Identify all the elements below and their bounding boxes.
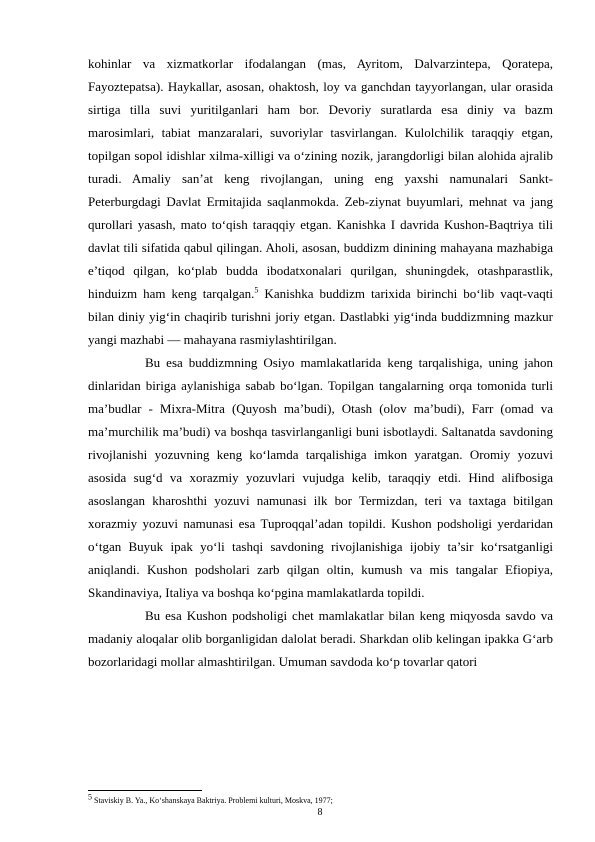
paragraph-2: Bu esa buddizmning Osiyo mamlakatlarida keng tarqalishiga, uning jahon dinlaridan biriga aylanishiga sabab bo‘lgan. Topilgan tangalarning orqa tomonida turli ma’budlar - Mixra-Mitra (Quyosh ma’budi), Otash (olov ma’budi), Farr (omad va ma’murchilik ma’budi) va boshqa tasvirlanganligi buni isbotlaydi. Saltanatda savdoning rivojlanishi yozuvning keng ko‘lamda tarqalishiga imkon yaratgan. Oromiy yozuvi asosida sug‘d va xorazmiy yozuvlari vujudga kelib, taraqqiy etdi. Hind alifbosiga asoslangan kharoshthi yozuvi namunasi ilk bor Termizdan, teri va taxtaga bitilgan xorazmiy yozuvi namunasi esa Tuproqqal’adan topildi. Kushon podsholigi yerdaridan o‘tgan Buyuk ipak yo‘li tashqi savdoning rivojlanishiga ijobiy ta’sir ko‘rsatganligi aniqlandi. Kushon podsholari zarb qilgan oltin, kumush va mis tangalar Efiopiya, Skandinaviya, Italiya va boshqa ko‘pgina mamlakatlarda topildi.: [88, 355, 553, 600]
body-text: [88, 52, 553, 673]
footnote-number: 5: [88, 792, 92, 802]
paragraph-1: [88, 52, 553, 351]
footnote-reference[interactable]: 5: [254, 285, 259, 295]
footnote-divider: [88, 790, 202, 791]
paragraph-3: Bu esa Kushon podsholigi chet mamlakatlar bilan keng miqyosda savdo va madaniy aloqalar olib borganligidan dalolat beradi. Sharkdan olib kelingan ipakka G‘arb bozorlaridagi mollar almashtirilgan. Umuman savdoda ko‘p tovarlar qatori: [88, 608, 553, 669]
paragraph-1-text: kohinlar va xizmatkorlar ifodalangan (mas, Ayritom, Dalvarzintepa, Qoratepa, Fayoztepatsa). Haykallar, asosan, ohaktosh, loy va ganchdan tayyorlangan, ular orasida sirtiga tilla suvi yuritilganlari ham bor. Devoriy suratlarda esa diniy va bazm marosimlari, tabiat manzaralari, suvoriylar tasvirlangan. Kulolchilik taraqqiy etgan, topilgan sopol idishlar xilma-xilligi va o‘zining nozik, jarangdorligi bilan alohida ajralib turadi. Amaliy san’at keng rivojlangan, uning eng yaxshi namunalari Sankt-Peterburgdagi Davlat Ermitajida saqlanmokda. Zeb-ziynat buyumlari, mehnat va jang qurollari yasash, mato to‘qish taraqqiy etgan. Kanishka I davrida Kushon-Baqtriya tili davlat tili sifatida qabul qilingan. Aholi, asosan, buddizm dinining mahayana mazhabiga e’tiqod qilgan, ko‘plab budda ibodatxonalari qurilgan, shuningdek, otashparastlik, hinduizm ham keng tarqalgan.: [88, 56, 553, 301]
paragraph-1-continuation: Kanishka buddizm tarixida birinchi bo‘lib vaqt-vaqti bilan diniy yig‘in chaqirib turishni joriy etgan. Dastlabki yig‘inda buddizmning mazkur yangi mazhabi — mahayana rasmiylashtirilgan.: [88, 286, 553, 347]
footnote: [88, 792, 553, 806]
footnote-text: Staviskiy B. Ya., Ko‘shanskaya Baktriya. Problemi kulturi, Moskva, 1977;: [92, 796, 333, 805]
page-number: 8: [317, 807, 323, 818]
